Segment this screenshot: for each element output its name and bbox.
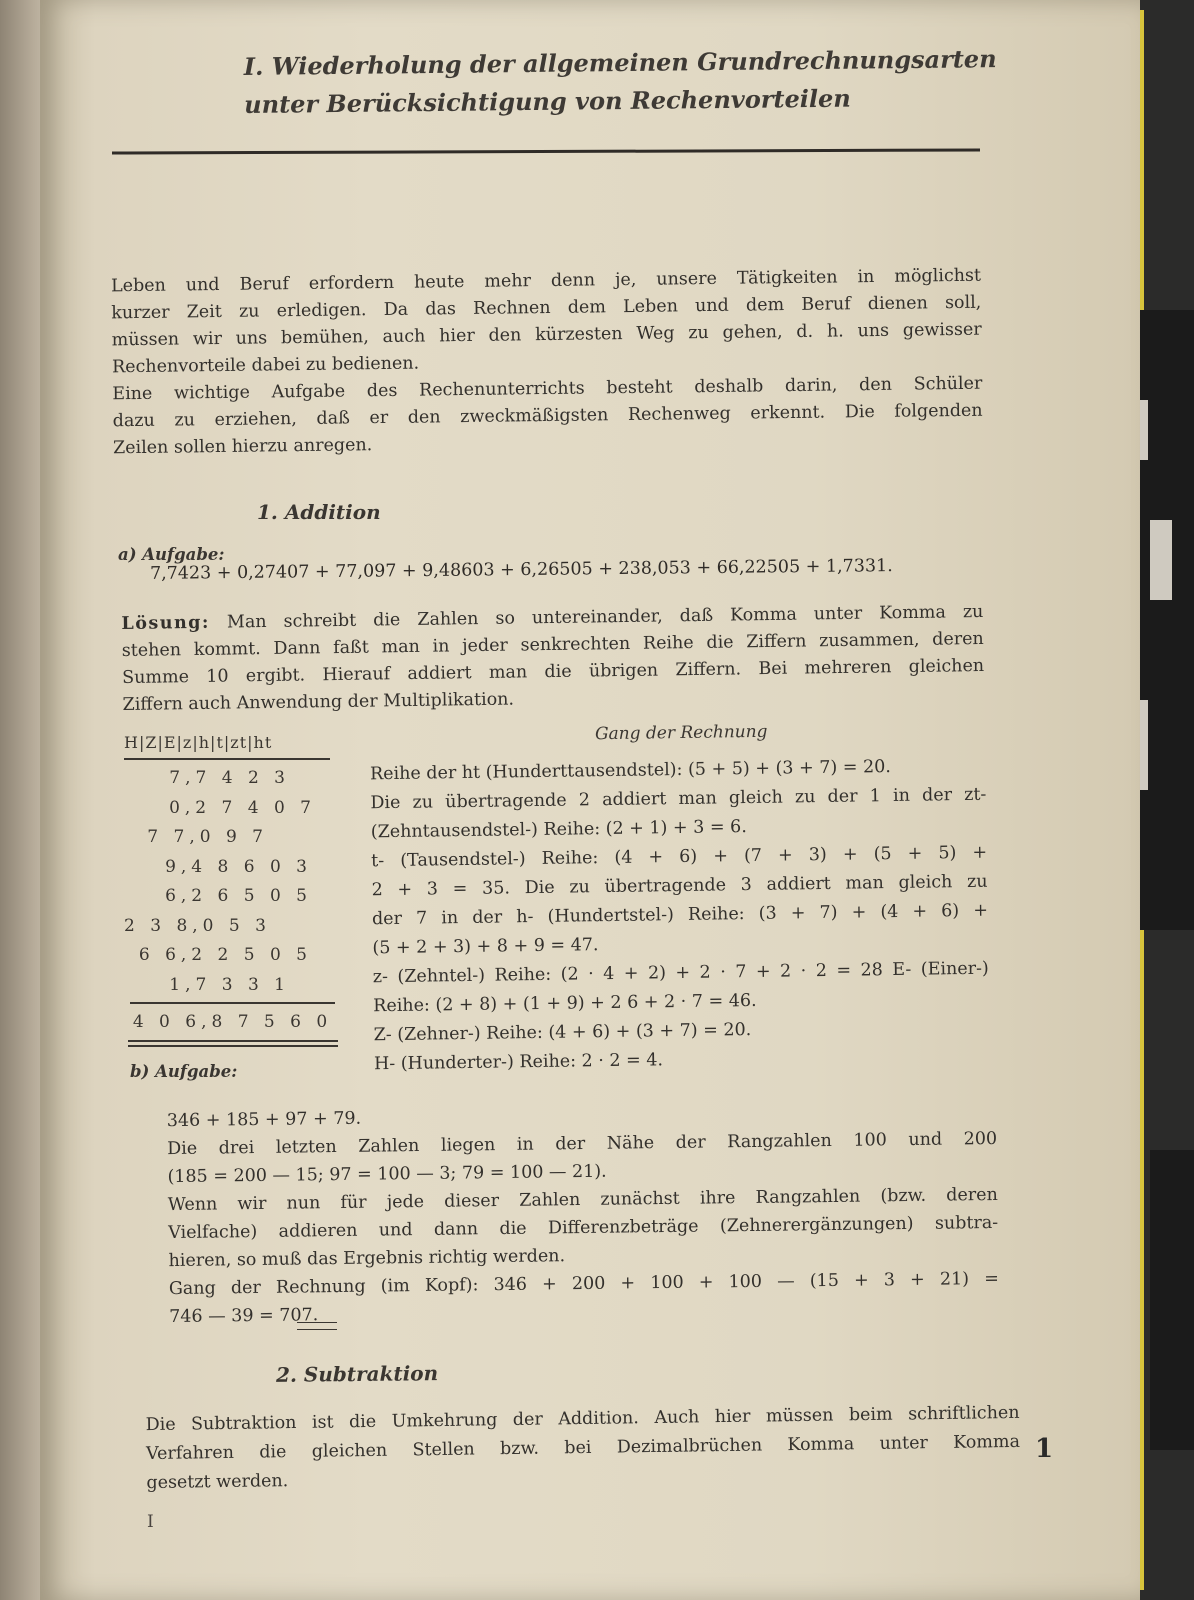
text-line: Die Subtraktion ist die Umkehrung der Addition. Auch hier müssen beim schriftlichen (145, 1402, 1020, 1436)
text-line: z- (Zehntel-) Reihe: (2 · 4 + 2) + 2 · 7 + 2 · 2 = 28 E- (Einer-) (372, 958, 989, 988)
intro-paragraph (111, 263, 983, 463)
text-line: gesetzt werden. (146, 1471, 289, 1494)
double-underline (128, 1040, 338, 1042)
addition-column (124, 768, 334, 1004)
addend-row: 6,2 6 5 0 5 (165, 886, 312, 906)
task-a-formula: 7,7423 + 0,27407 + 77,097 + 9,48603 + 6,26505 + 238,053 + 66,22505 + 1,7331. (149, 556, 893, 584)
text-line: Wenn wir nun für jede dieser Zahlen zunächst ihre Rangzahlen (bzw. deren (167, 1184, 998, 1216)
text-line: (5 + 2 + 3) + 8 + 9 = 47. (372, 935, 599, 959)
text-line: hieren, so muß das Ergebnis richtig werden. (168, 1246, 566, 1272)
addend-row: 0,2 7 4 0 7 (169, 797, 316, 818)
page-number-bottom: I (147, 1512, 154, 1532)
section-heading-subtraction: 2. Subtraktion (275, 1361, 439, 1387)
place-value-header: H|Z|E|z|h|t|zt|ht (124, 733, 273, 752)
result-double-underline (297, 1322, 337, 1330)
chapter-title-line: unter Berücksichtigung von Rechenvorteilen (244, 83, 851, 119)
chapter-title-line: I. Wiederholung der allgemeinen Grundrechnungsarten (243, 44, 997, 81)
page-number-margin: 1 (1035, 1434, 1054, 1464)
text-line: der 7 in der h- (Hundertstel-) Reihe: (3 + 7) + (4 + 6) + (371, 900, 989, 930)
subtraction-paragraph (145, 1399, 1020, 1498)
text-line: (185 = 200 — 15; 97 = 100 — 3; 79 = 100 — 21). (167, 1161, 607, 1188)
addend-row: 6 6,2 2 5 0 5 (138, 945, 312, 965)
solution-label: Lösung: (121, 612, 211, 635)
addend-row: 1,7 3 3 1 (169, 974, 290, 995)
text-line: Vielfache) addieren und dann die Differenzbeträge (Zehnerergänzungen) subtra- (168, 1212, 999, 1244)
text-fragment: Man schreibt die Zahlen so untereinander, daß Komma unter Komma zu (209, 601, 984, 633)
addend-row: 7 7,0 9 7 (147, 827, 268, 847)
task-a-label: a) Aufgabe: (118, 545, 225, 564)
text-line: Reihe: (2 + 8) + (1 + 9) + 2 6 + 2 · 7 = 46. (373, 990, 757, 1017)
text-line: Zeilen sollen hierzu anregen. (112, 435, 373, 459)
text-line: Die zu übertragende 2 addiert man gleich zu der 1 in der zt- (370, 784, 987, 814)
text-line: Eine wichtige Aufgabe des Rechenunterrichts besteht deshalb darin, den Schüler (112, 373, 983, 405)
text-line: 746 — 39 = 707. (169, 1305, 319, 1328)
text-line: Verfahren die gleichen Stellen bzw. bei Dezimalbrüchen Komma unter Komma (145, 1431, 1021, 1465)
sum-rule (130, 1002, 335, 1004)
section-heading-addition: 1. Addition (257, 500, 381, 524)
cover-light-pattern (1150, 520, 1172, 600)
addend-row: 2 3 8,0 5 3 (124, 915, 271, 936)
text-line: Rechenvorteile dabei zu bedienen. (111, 353, 420, 378)
text-line: müssen wir uns bemühen, auch hier den kürzesten Weg zu gehen, d. h. uns gewisser (111, 319, 982, 351)
addend-row: 7,7 4 2 3 (169, 768, 290, 788)
sum-total: 4 0 6,8 7 5 6 0 (132, 1012, 333, 1032)
text-line: 2 + 3 = 35. Die zu übertragende 3 addiert man gleich zu (371, 871, 988, 901)
text-line: dazu zu erziehen, daß er den zweckmäßigsten Rechenweg erkennt. Die folgenden (112, 400, 983, 432)
calculation-heading: Gang der Rechnung (594, 721, 768, 745)
text-line: (Zehntausendstel-) Reihe: (2 + 1) + 3 = 6. (370, 817, 747, 843)
text-line: 346 + 185 + 97 + 79. (166, 1108, 362, 1132)
header-rule (124, 758, 330, 760)
cover-dark-pattern (1150, 1150, 1194, 1450)
double-underline (128, 1045, 338, 1047)
text-line: t- (Tausendstel-) Reihe: (4 + 6) + (7 + 3) + (5 + 5) + (371, 842, 988, 872)
text-line: H- (Hunderter-) Reihe: 2 · 2 = 4. (373, 1050, 664, 1075)
text-line: Gang der Rechnung (im Kopf): 346 + 200 + 100 + 100 — (15 + 3 + 21) = (168, 1268, 999, 1300)
text-line: Die drei letzten Zahlen liegen in der Nähe der Rangzahlen 100 und 200 (167, 1128, 998, 1160)
solution-paragraph (121, 599, 984, 719)
text-line: Leben und Beruf erfordern heute mehr denn je, unsere Tätigkeiten in möglichst (110, 265, 982, 297)
text-line: Summe 10 ergibt. Hierauf addiert man die übrigen Ziffern. Bei mehreren gleichen (122, 655, 985, 689)
text-line: kurzer Zeit zu erledigen. Da das Rechnen dem Leben und dem Beruf dienen soll, (111, 292, 982, 324)
text-line: Ziffern auch Anwendung der Multiplikation. (122, 689, 515, 716)
chapter-title (244, 40, 1005, 124)
task-b-label: b) Aufgabe: (130, 1062, 238, 1081)
text-line: Z- (Zehner-) Reihe: (4 + 6) + (3 + 7) = 20. (373, 1020, 752, 1046)
addend-row: 9,4 8 6 0 3 (165, 856, 312, 877)
text-line: Reihe der ht (Hunderttausendstel): (5 + 5) + (3 + 7) = 20. (369, 757, 891, 785)
calculation-steps (370, 752, 990, 1080)
task-b-text (167, 1097, 1000, 1331)
text-line: stehen kommt. Dann faßt man in jeder senkrechten Reihe die Ziffern zusammen, deren (121, 628, 984, 662)
